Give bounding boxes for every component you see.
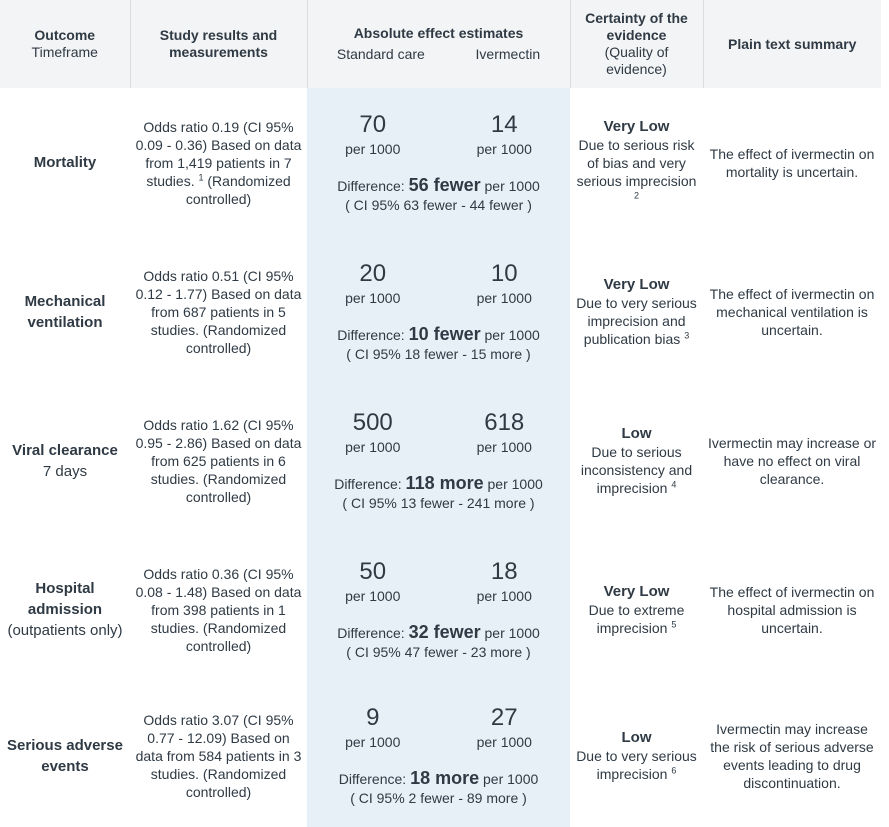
difference-label: Difference: (334, 475, 402, 492)
standard-care-value: 9 (366, 703, 380, 731)
difference-value: 56 fewer (408, 174, 481, 195)
plain-summary-cell (703, 88, 881, 237)
absolute-effect-cell (307, 386, 570, 535)
absolute-effect-cell (307, 535, 570, 684)
difference-unit: per 1000 (483, 770, 539, 787)
table-row (0, 88, 881, 237)
outcome-name: Mortality (33, 154, 97, 171)
outcome-name: Viral clearance (12, 441, 118, 459)
outcome-cell (0, 386, 130, 535)
certainty-reason: Due to serious risk of bias and very serious imprecision (576, 137, 697, 189)
standard-care-unit: per 1000 (345, 438, 401, 455)
certainty-reason-wrap (574, 601, 699, 637)
difference-value: 32 fewer (408, 621, 481, 642)
certainty-cell (570, 237, 703, 386)
plain-summary-text: The effect of ivermectin on hospital admission is uncertain. (709, 583, 875, 636)
difference-line (307, 176, 570, 196)
study-results-text: Odds ratio 1.62 (CI 95% 0.95 - 2.86) Based on data from 625 patients in 6 studies. (Randomized controlled) (135, 416, 302, 505)
absolute-effect-cell (307, 88, 570, 237)
table-row (0, 684, 881, 827)
header-standard-care: Standard care (336, 46, 425, 62)
outcome-cell (0, 684, 130, 827)
certainty-level: Very Low (603, 118, 670, 135)
certainty-reason-wrap (574, 443, 699, 497)
standard-care-value: 50 (359, 557, 387, 585)
plain-summary-text: Ivermectin may increase the risk of serious adverse events leading to drug discontinuation. (710, 720, 874, 791)
certainty-reason-wrap (574, 747, 699, 783)
absolute-effect-cell (307, 684, 570, 827)
difference-unit: per 1000 (484, 177, 540, 194)
outcome-timeframe: 7 days (42, 462, 88, 480)
difference-unit: per 1000 (484, 624, 540, 641)
plain-summary-cell (703, 237, 881, 386)
certainty-level: Low (621, 729, 652, 746)
ivermectin-effect (444, 260, 564, 307)
plain-summary-text: Ivermectin may increase or have no effect on viral clearance. (707, 434, 877, 487)
outcome-cell (0, 88, 130, 237)
ivermectin-value: 618 (484, 408, 525, 436)
ivermectin-value: 27 (490, 703, 518, 731)
certainty-reason: Due to very serious imprecision (576, 748, 697, 782)
difference-ci: ( CI 95% 63 fewer - 44 fewer ) (345, 196, 532, 213)
header-ivermectin: Ivermectin (475, 46, 541, 62)
study-results-cell (130, 684, 307, 827)
study-design: (Randomized controlled) (185, 172, 291, 207)
difference-ci: ( CI 95% 47 fewer - 23 more ) (346, 643, 531, 660)
table-row (0, 535, 881, 684)
standard-care-value: 70 (359, 110, 387, 138)
difference-label: Difference: (337, 177, 405, 194)
difference-label: Difference: (337, 326, 405, 343)
header-outcome: Outcome Timeframe (0, 0, 130, 88)
difference-value: 118 more (405, 472, 484, 493)
certainty-footnote: 5 (671, 619, 677, 630)
plain-summary-cell (703, 386, 881, 535)
ivermectin-value: 18 (490, 557, 518, 585)
header-study-results: Study results and measurements (130, 0, 307, 88)
difference-ci: ( CI 95% 2 fewer - 89 more ) (350, 789, 527, 806)
standard-care-unit: per 1000 (345, 140, 401, 157)
header-absolute-effect: Absolute effect estimates Standard care Ivermectin (307, 0, 570, 88)
study-results-text: Odds ratio 3.07 (CI 95% 0.77 - 12.09) Based on data from 584 patients in 3 studies. (Randomized controlled) (135, 711, 302, 800)
ivermectin-effect (444, 558, 564, 605)
table-row (0, 237, 881, 386)
header-summary: Plain text summary (703, 0, 881, 88)
standard-care-unit: per 1000 (345, 733, 401, 750)
difference-value: 10 fewer (408, 323, 481, 344)
study-results-text: Odds ratio 0.19 (CI 95% 0.09 - 0.36) Based on data from 1,419 patients in 7 studies. (135, 118, 302, 189)
plain-summary-cell (703, 535, 881, 684)
outcome-timeframe: (outpatients only) (7, 622, 123, 639)
certainty-reason: Due to extreme imprecision (588, 602, 685, 636)
outcome-cell (0, 237, 130, 386)
certainty-reason: Due to serious inconsistency and imprecision (580, 444, 693, 496)
ivermectin-effect (444, 409, 564, 456)
absolute-effect-cell (307, 237, 570, 386)
difference-line (307, 769, 570, 789)
outcome-cell (0, 535, 130, 684)
difference-label: Difference: (337, 624, 405, 641)
difference-ci: ( CI 95% 13 fewer - 241 more ) (342, 494, 535, 511)
study-results-cell (130, 535, 307, 684)
certainty-reason: Due to very serious imprecision and publication bias (576, 295, 697, 347)
certainty-cell (570, 535, 703, 684)
ivermectin-unit: per 1000 (476, 733, 532, 750)
certainty-cell (570, 88, 703, 237)
difference-line (307, 623, 570, 643)
ivermectin-value: 14 (490, 110, 518, 138)
standard-care-unit: per 1000 (345, 587, 401, 604)
difference-line (307, 325, 570, 345)
outcome-name: Mechanical ventilation (24, 292, 106, 331)
certainty-footnote: 4 (671, 479, 677, 490)
study-results-cell (130, 88, 307, 237)
standard-care-effect (313, 409, 433, 456)
study-results-cell (130, 237, 307, 386)
plain-summary-text: The effect of ivermectin on mechanical ventilation is uncertain. (709, 285, 875, 338)
certainty-footnote: 2 (633, 190, 639, 201)
difference-label: Difference: (338, 770, 407, 787)
study-results-text: Odds ratio 0.51 (CI 95% 0.12 - 1.77) Based on data from 687 patients in 5 studies. (Randomized controlled) (135, 267, 302, 356)
standard-care-effect (313, 260, 433, 307)
table-row (0, 386, 881, 535)
certainty-level: Low (621, 425, 652, 442)
certainty-reason-wrap (574, 294, 699, 348)
certainty-level: Very Low (603, 276, 670, 293)
standard-care-effect (313, 704, 433, 751)
certainty-cell (570, 386, 703, 535)
standard-care-unit: per 1000 (345, 289, 401, 306)
ivermectin-unit: per 1000 (476, 438, 532, 455)
standard-care-value: 500 (352, 408, 393, 436)
outcome-name: Hospital admission (27, 580, 103, 618)
standard-care-effect (313, 558, 433, 605)
ivermectin-effect (444, 111, 564, 158)
certainty-reason-wrap (574, 136, 699, 208)
certainty-footnote: 6 (671, 765, 677, 776)
ivermectin-unit: per 1000 (476, 587, 532, 604)
study-footnote: 1 (198, 171, 204, 182)
plain-summary-text: The effect of ivermectin on mortality is uncertain. (709, 145, 875, 180)
ivermectin-effect (444, 704, 564, 751)
ivermectin-unit: per 1000 (476, 140, 532, 157)
certainty-level: Very Low (603, 583, 670, 600)
difference-ci: ( CI 95% 18 fewer - 15 more ) (346, 345, 531, 362)
standard-care-value: 20 (359, 259, 387, 287)
ivermectin-unit: per 1000 (476, 289, 532, 306)
certainty-cell (570, 684, 703, 827)
plain-summary-cell (703, 684, 881, 827)
header-certainty: Certainty of the evidence (Quality of evidence) (570, 0, 703, 88)
outcome-name: Serious adverse events (7, 736, 123, 775)
difference-unit: per 1000 (484, 326, 540, 343)
difference-unit: per 1000 (487, 475, 543, 492)
study-results-cell (130, 386, 307, 535)
difference-line (307, 474, 570, 494)
study-results-text: Odds ratio 0.36 (CI 95% 0.08 - 1.48) Based on data from 398 patients in 1 studies. (Randomized controlled) (135, 565, 302, 654)
header-row (0, 0, 881, 88)
standard-care-effect (313, 111, 433, 158)
certainty-footnote: 3 (684, 330, 690, 341)
ivermectin-value: 10 (490, 259, 518, 287)
difference-value: 18 more (410, 767, 480, 788)
